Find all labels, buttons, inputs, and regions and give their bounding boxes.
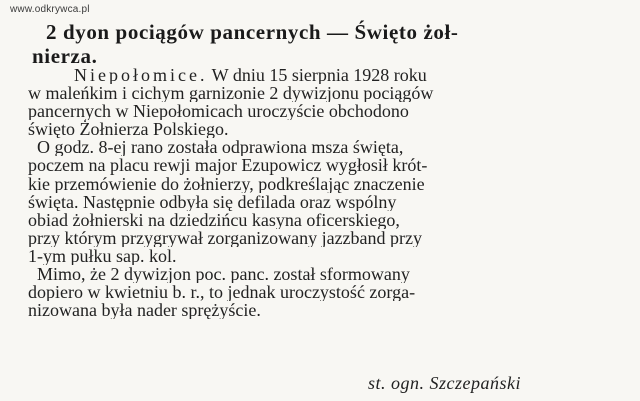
line-text: przy którym przygrywał zorganizowany jazzband przy [28, 228, 423, 247]
title-line-2: nierza. [32, 44, 98, 68]
article-line [74, 66, 634, 84]
line-text: pancernych w Niepołomicach uroczyście obchodono [28, 102, 409, 121]
line-text: W dniu 15 sierpnia 1928 roku [207, 66, 427, 85]
article-line [28, 301, 634, 319]
line-text: poczem na placu rewji major Ezupowicz wygłosił krót- [28, 156, 428, 175]
article-body [28, 66, 634, 320]
title-line-1: 2 dyon pociągów pancernych — Święto żoł- [46, 20, 459, 44]
article-line [28, 193, 634, 211]
line-text: święto Żołnierza Polskiego. [28, 120, 229, 139]
line-text: kie przemówienie do żołnierzy, podkreślając znaczenie [28, 174, 425, 193]
line-text: obiad żołnierski na dziedzińcu kasyna oficerskiego, [28, 210, 400, 229]
line-text: Mimo, że 2 dywizjon poc. panc. został sformowany [28, 265, 410, 284]
article-line [28, 138, 634, 156]
watermark-url: www.odkrywca.pl [10, 4, 90, 15]
article-line [28, 102, 634, 120]
article-line [28, 156, 634, 174]
article-line [28, 120, 634, 138]
line-text: nizowana była nader sprężyście. [28, 301, 261, 320]
line-text: święta. Następnie odbyła się defilada oraz wspólny [28, 192, 397, 211]
article-title [32, 20, 622, 68]
line-text: O godz. 8-ej rano została odprawiona msza święta, [28, 138, 404, 157]
line-text: 1-ym pułku sap. kol. [28, 246, 177, 266]
article-signature: st. ogn. Szczepański [368, 373, 521, 393]
article-line [28, 265, 634, 283]
article-line [28, 211, 634, 229]
line-text: dopiero w kwietniu b. r., to jednak uroczystość zorga- [28, 283, 416, 302]
article-line [28, 175, 634, 193]
article-line [28, 229, 634, 247]
dateline: Niepołomice. [74, 66, 208, 85]
article-line [28, 247, 634, 265]
article-line [28, 283, 634, 301]
line-text: w maleńkim i cichym garnizonie 2 dywizjonu pociągów [28, 84, 434, 103]
article-line [28, 84, 634, 102]
